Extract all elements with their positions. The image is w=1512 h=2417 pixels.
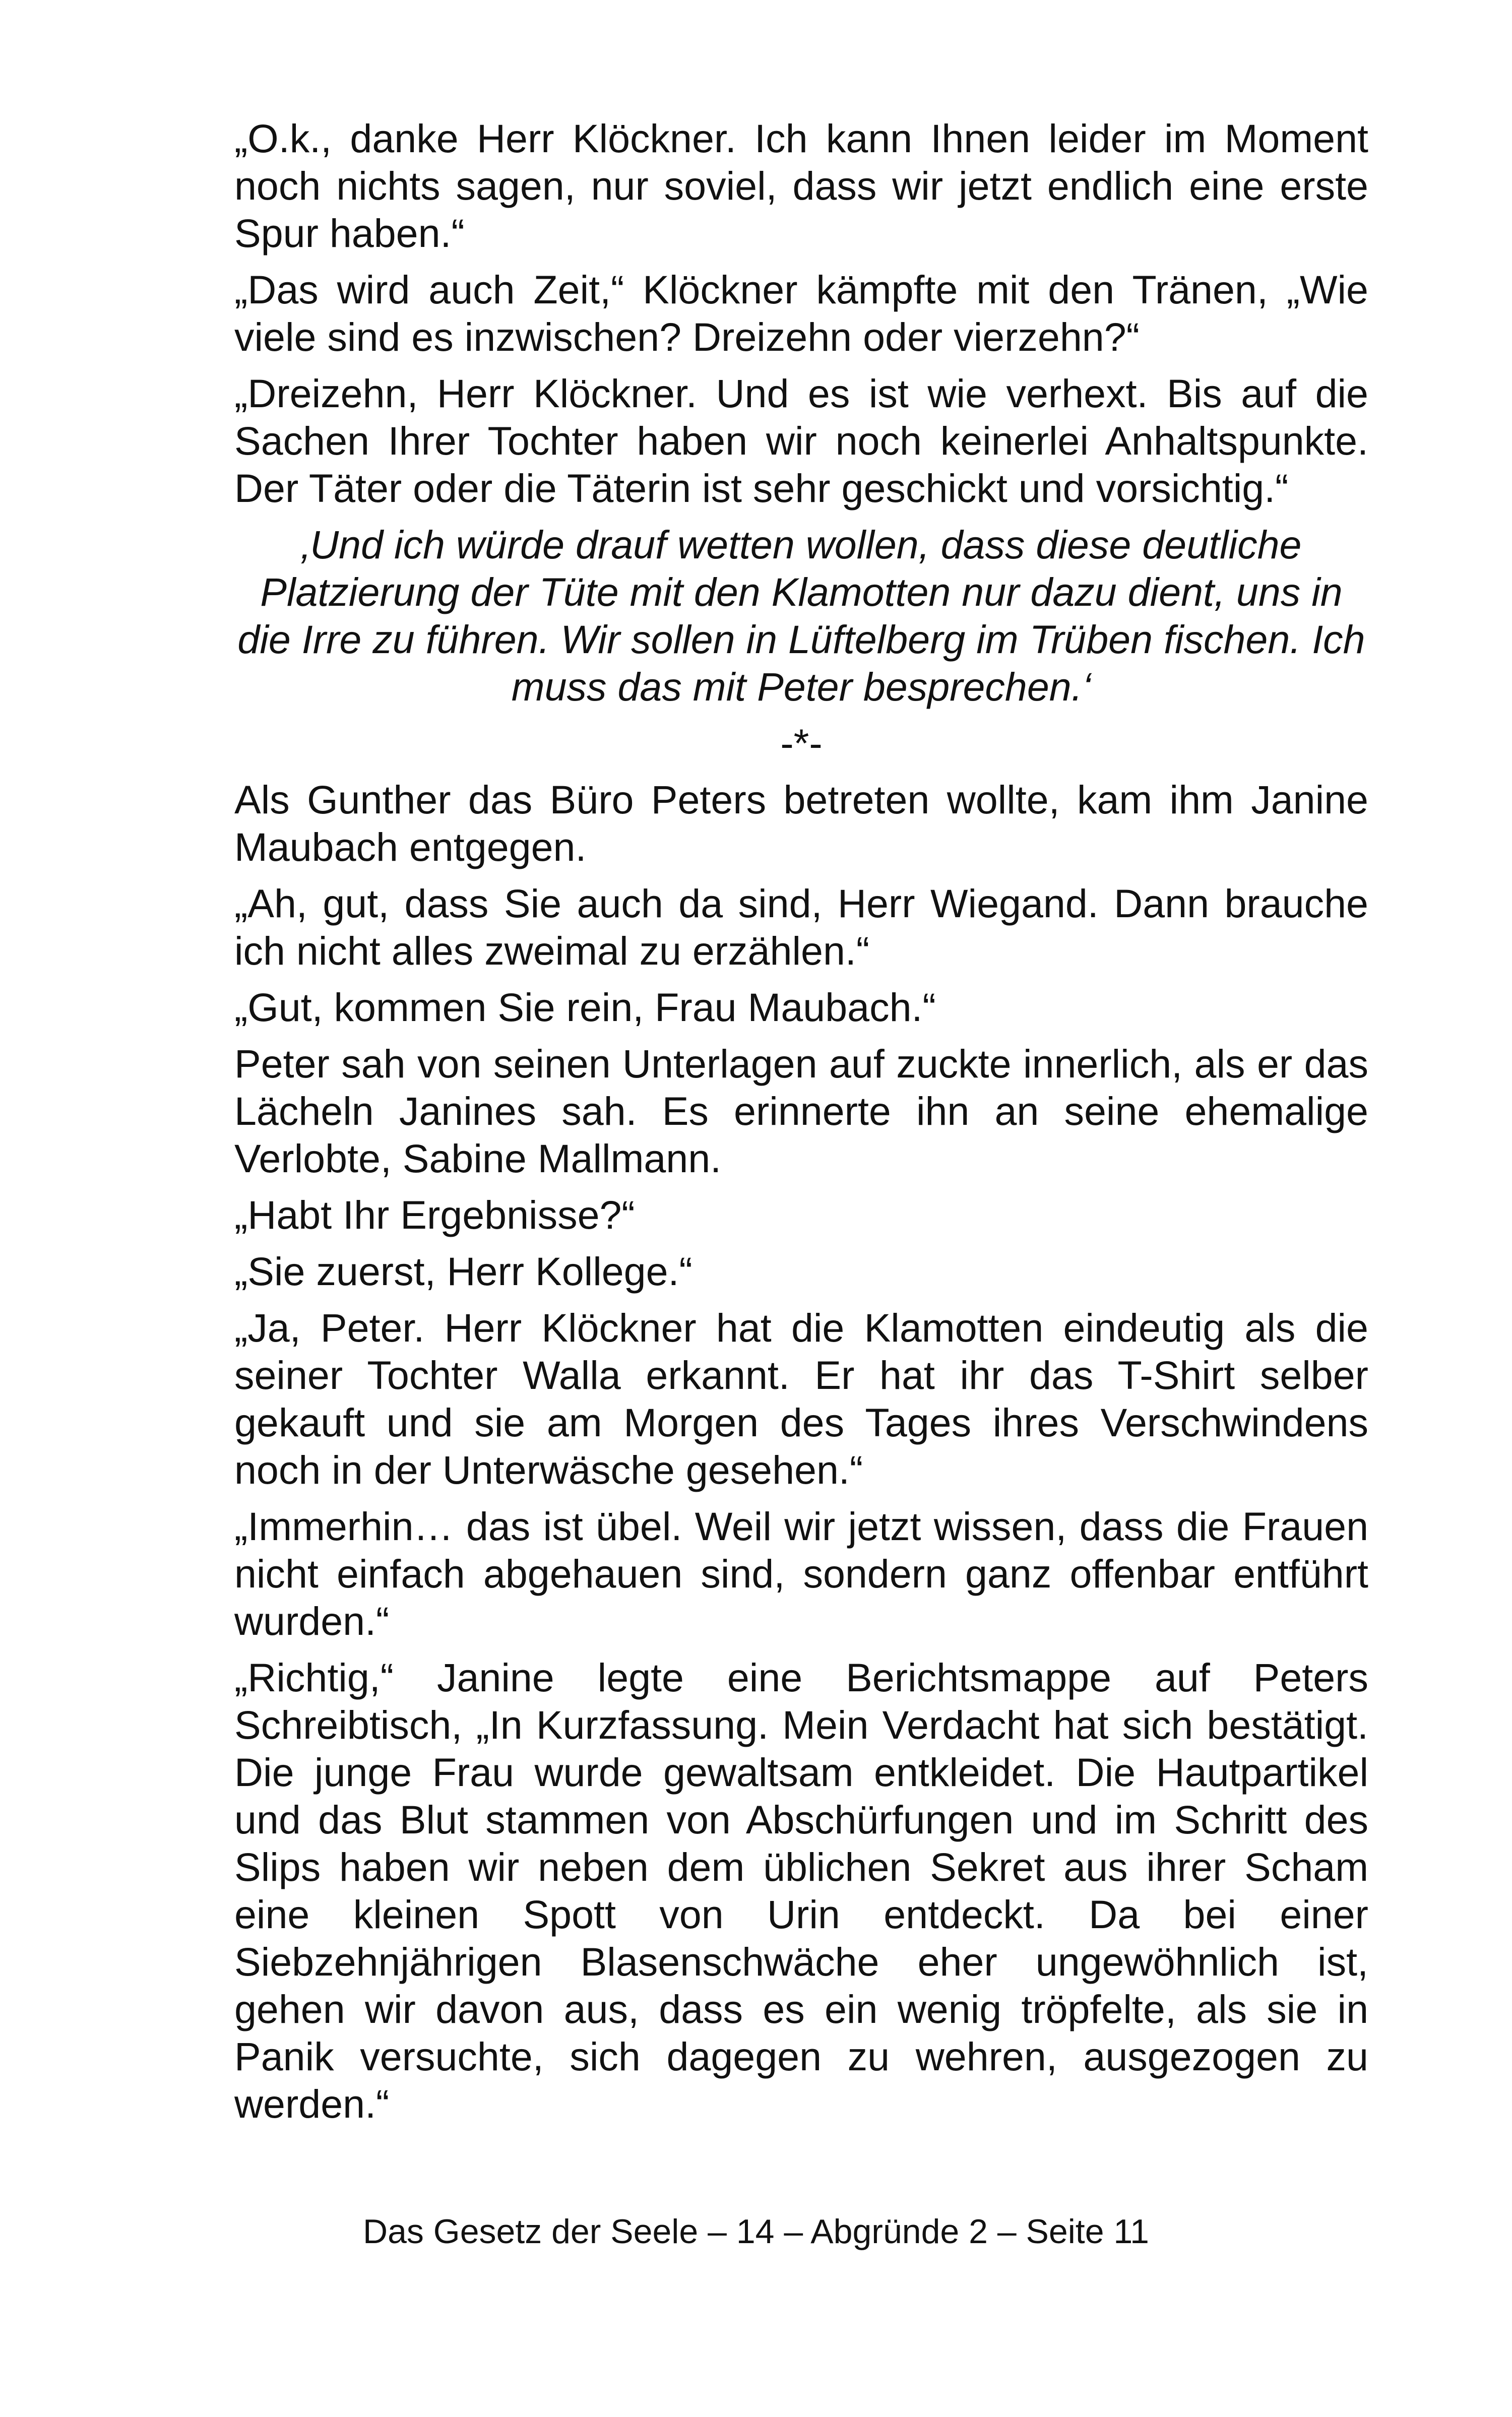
page-body [234, 115, 1368, 2137]
paragraph-11: „Sie zuerst, Herr Kollege.“ [234, 1249, 692, 1294]
paragraph-10: „Habt Ihr Ergebnisse?“ [234, 1192, 635, 1237]
paragraph-12: „Ja, Peter. Herr Klöckner hat die Klamotten eindeutig als die seiner Tochter Walla erkannt. Er hat ihr das T-Shirt selber gekauft und sie am Morgen des Tages ihres Verschwindens noch in der Unterwäsche gesehen.“ [234, 1305, 1368, 1492]
paragraph-6: Als Gunther das Büro Peters betreten wollte, kam ihm Janine Maubach entgegen. [234, 777, 1368, 869]
paragraph-8: „Gut, kommen Sie rein, Frau Maubach.“ [234, 985, 936, 1030]
paragraph-3: „Dreizehn, Herr Klöckner. Und es ist wie verhext. Bis auf die Sachen Ihrer Tochter haben wir noch keinerlei Anhaltspunkte. Der Täter oder die Täterin ist sehr geschickt und vorsichtig.“ [234, 371, 1368, 511]
paragraph-9: Peter sah von seinen Unterlagen auf zuckte innerlich, als er das Lächeln Janines sah. Es erinnerte ihn an seine ehemalige Verlobte, Sabine Mallmann. [234, 1041, 1368, 1181]
paragraph-13: „Immerhin… das ist übel. Weil wir jetzt wissen, dass die Frauen nicht einfach abgehauen sind, sondern ganz offenbar entführt wurden.“ [234, 1504, 1368, 1643]
inner-thought-paragraph: ‚Und ich würde drauf wetten wollen, dass diese deutliche Platzierung der Tüte mit den Klamotten nur dazu dient, uns in die Irre zu führen. Wir sollen in Lüftelberg im Trüben fischen. Ich muss das mit Peter besprechen.‘ [237, 522, 1365, 709]
paragraph-2: „Das wird auch Zeit,“ Klöckner kämpfte mit den Tränen, „Wie viele sind es inzwischen? Dreizehn oder vierzehn?“ [234, 267, 1368, 359]
paragraph-7: „Ah, gut, dass Sie auch da sind, Herr Wiegand. Dann brauche ich nicht alles zweimal zu erzählen.“ [234, 881, 1368, 973]
paragraph-1: „O.k., danke Herr Klöckner. Ich kann Ihnen leider im Moment noch nichts sagen, nur soviel, dass wir jetzt endlich eine erste Spur haben.“ [234, 116, 1368, 256]
scene-separator: -*- [780, 721, 823, 766]
page-footer: Das Gesetz der Seele – 14 – Abgründe 2 – Seite 11 [362, 2212, 1149, 2251]
paragraph-14: „Richtig,“ Janine legte eine Berichtsmappe auf Peters Schreibtisch, „In Kurzfassung. Mein Verdacht hat sich bestätigt. Die junge Frau wurde gewaltsam entkleidet. Die Hautpartikel und das Blut stammen von Abschürfungen und im Schritt des Slips haben wir neben dem üblichen Sekret aus ihrer Scham eine kleinen Spott von Urin entdeckt. Da bei einer Siebzehnjährigen Blasenschwäche eher ungewöhnlich ist, gehen wir davon aus, dass es ein wenig tröpfelte, als sie in Panik versuchte, sich dagegen zu wehren, ausgezogen zu werden.“ [234, 1655, 1368, 2126]
